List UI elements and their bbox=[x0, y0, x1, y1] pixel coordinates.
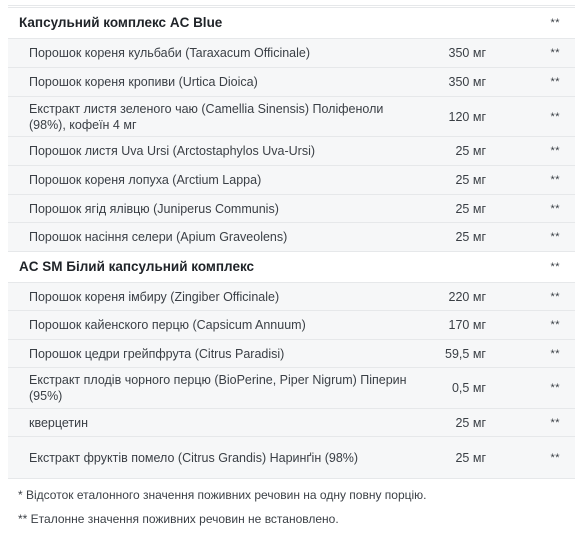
ingredient-name: Порошок кореня імбиру (Zingiber Officinale) bbox=[29, 289, 280, 304]
group-header-ac-sm-white bbox=[8, 251, 575, 282]
daily-value: ** bbox=[550, 451, 560, 464]
table-row bbox=[8, 436, 575, 479]
daily-value: ** bbox=[550, 174, 560, 186]
table-row bbox=[8, 310, 575, 339]
ingredient-name: Порошок ягід ялівцю (Juniperus Communis) bbox=[29, 201, 279, 216]
ingredient-amount: 120 мг bbox=[448, 109, 486, 124]
ingredient-name: Порошок насіння селери (Apium Graveolens) bbox=[29, 230, 288, 244]
table-row bbox=[8, 38, 575, 67]
daily-value: ** bbox=[550, 110, 560, 123]
footnote-percent-dv: * Відсоток еталонного значення поживних речовин на одну повну порцію. bbox=[18, 488, 427, 502]
table-row bbox=[8, 367, 575, 408]
table-row bbox=[8, 339, 575, 367]
daily-value: ** bbox=[550, 382, 560, 394]
table-row bbox=[8, 136, 575, 165]
ingredient-amount: 25 мг bbox=[455, 173, 486, 187]
ingredient-amount: 25 мг bbox=[455, 450, 486, 465]
ingredient-name: кверцетин bbox=[29, 415, 89, 430]
ingredient-name: Екстракт фруктів помело (Citrus Grandis) Наринґін (98%) bbox=[29, 450, 359, 465]
ingredient-amount: 25 мг bbox=[455, 415, 486, 430]
table-row bbox=[8, 96, 575, 136]
table-row bbox=[8, 408, 575, 436]
daily-value: ** bbox=[550, 290, 560, 303]
daily-value: ** bbox=[550, 47, 560, 59]
ingredient-amount: 220 мг bbox=[448, 289, 486, 304]
table-row bbox=[8, 194, 575, 222]
ingredient-name: Екстракт плодів чорного перцю (BioPerine, Piper Nigrum) Піперин (95%) bbox=[29, 373, 407, 403]
footnote-no-dv: ** Еталонне значення поживних речовин не встановлено. bbox=[18, 512, 339, 526]
ingredient-amount: 170 мг bbox=[448, 318, 486, 332]
daily-value: ** bbox=[550, 17, 560, 29]
ingredient-name: Порошок кайенского перцю (Capsicum Annuum) bbox=[29, 318, 306, 332]
ingredient-name: Порошок кореня лопуха (Arctium Lappa) bbox=[29, 173, 262, 187]
ingredient-name: Порошок кореня кульбаби (Taraxacum Officinale) bbox=[29, 46, 311, 60]
group-header-ac-blue bbox=[8, 7, 575, 38]
table-row bbox=[8, 282, 575, 310]
ingredient-amount: 25 мг bbox=[455, 144, 486, 158]
ingredient-amount: 350 мг bbox=[448, 75, 486, 89]
ingredient-name: Порошок цедри грейпфрута (Citrus Paradisi) bbox=[29, 346, 285, 361]
daily-value: ** bbox=[550, 347, 560, 360]
daily-value: ** bbox=[550, 319, 560, 331]
group-title: Капсульний комплекс AC Blue bbox=[19, 15, 223, 30]
ingredient-name: Екстракт листя зеленого чаю (Camellia Sinensis) Поліфеноли (98%), кофеїн 4 мг bbox=[29, 101, 384, 132]
group-title: AC SM Білий капсульний комплекс bbox=[19, 259, 255, 274]
daily-value: ** bbox=[550, 202, 560, 215]
daily-value: ** bbox=[550, 76, 560, 88]
daily-value: ** bbox=[550, 231, 560, 243]
daily-value: ** bbox=[550, 416, 560, 429]
daily-value: ** bbox=[550, 261, 560, 273]
ingredient-amount: 59,5 мг bbox=[445, 346, 486, 361]
table-row bbox=[8, 165, 575, 194]
table-row bbox=[8, 222, 575, 251]
daily-value: ** bbox=[550, 145, 560, 157]
ingredient-amount: 0,5 мг bbox=[451, 381, 486, 395]
ingredient-amount: 350 мг bbox=[448, 46, 486, 60]
ingredient-amount: 25 мг bbox=[455, 230, 486, 244]
ingredient-amount: 25 мг bbox=[455, 201, 486, 216]
ingredient-name: Порошок листя Uva Ursi (Arctostaphylos Uva-Ursi) bbox=[29, 144, 316, 158]
top-divider bbox=[8, 5, 575, 6]
ingredient-name: Порошок кореня кропиви (Urtica Dioica) bbox=[29, 75, 258, 89]
table-row bbox=[8, 67, 575, 96]
